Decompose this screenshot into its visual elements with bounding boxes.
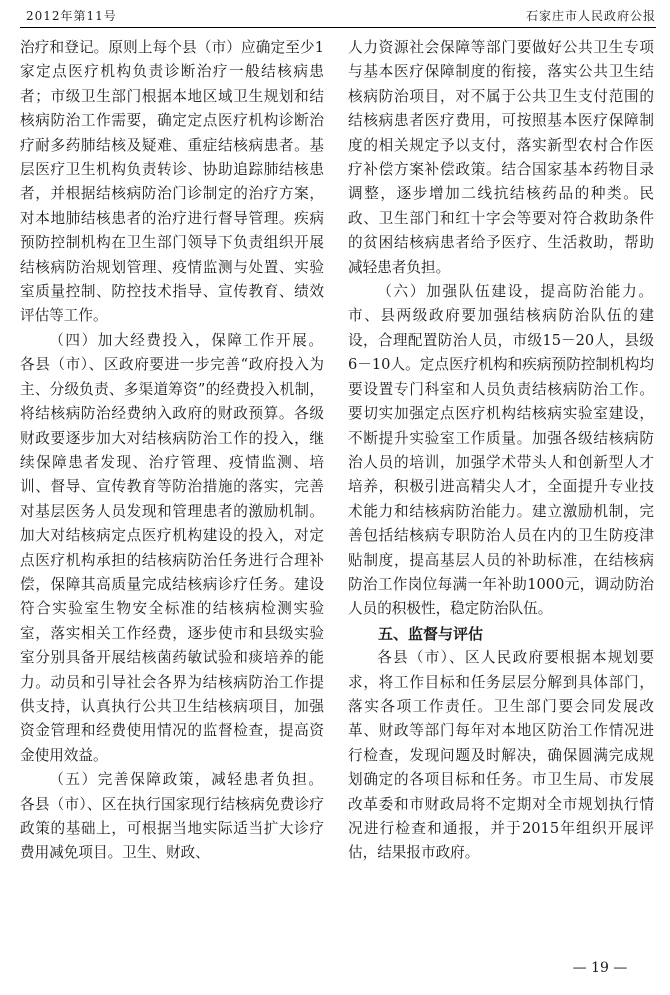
paragraph-body: 各县（市）、区政府要进一步完善“政府投入为主、分级负责、多渠道筹资”的经费投入机制，将结核病防治经费纳入政府的财政预算。各级财政要逐步加大对结核病防治工作的投入，继续保障患者发现、治疗管理、疫情监测、培训、督导、宣传教育等防治措施的落实，完善对基层医务人员发现和管理患者的激励机制。加大对结核病定点医疗机构建设的投入，对定点医疗机构承担的结核病防治任务进行合理补偿，保障其高质量完成结核病诊疗任务。建设符合实验室生物安全标准的结核病检测实验室，落实相关工作经费，逐步使市和县级实验室分别具备开展结核菌药敏试验和痰培养的能力。动员和引导社会各界为结核病防治工作提供支持，认真执行公共卫生结核病项目，加强资金管理和经费使用情况的监督检查，提高资金使用效益。 [20, 356, 324, 764]
subsection-heading: （四）加大经费投入，保障工作开展。 [49, 331, 324, 349]
issue-label: 2012年第11号 [26, 9, 117, 23]
page-header [26, 6, 656, 26]
paragraph [348, 280, 654, 622]
section-heading: 五、监督与评估 [378, 624, 484, 643]
paragraph [20, 768, 324, 866]
publication-title: 石家庄市人民政府公报 [525, 9, 656, 23]
header-rule [20, 27, 656, 28]
paragraph-body: 市、县两级政府要加强结核病防治队伍的建设，合理配置防治人员，市级15－20人，县级6－10人。定点医疗机构和疾病预防控制机构均要设置专门科室和人员负责结核病防治工作。要切实加强定点医疗机构结核病实验室建设，不断提升实验室工作质量。加强各级结核病防治人员的培训，加强学术带头人和创新型人才培养，积极引进高精尖人才，全面提升专业技术能力和结核病防治能力。建立激励机制，完善包括结核病专职防治人员在内的卫生防疫津贴制度，提高基层人员的补助标准，在结核病防治工作岗位每满一年补助1000元，调动防治人员的积极性，稳定防治队伍。 [348, 307, 654, 618]
paragraph: 人力资源社会保障等部门要做好公共卫生专项与基本医疗保障制度的衔接，落实公共卫生结核病防治项目，对不属于公共卫生支付范围的结核病患者医疗费用，可按照基本医疗保障制度的相关规定予以支付，落实新型农村合作医疗补偿方案补偿政策。结合国家基本药物目录调整，逐步增加二线抗结核药品的种类。民政、卫生部门和红十字会等要对符合救助条件的贫困结核病患者给予医疗、生活救助，帮助减轻患者负担。 [348, 39, 654, 276]
left-column [20, 36, 324, 866]
paragraph: 治疗和登记。原则上每个县（市）应确定至少1家定点医疗机构负责诊断治疗一般结核病患者；市级卫生部门根据本地区域卫生规划和结核病防治工作需要，确定定点医疗机构诊断治疗耐多药肺结核及疑难、重症结核病患者。基层医疗卫生机构负责转诊、协助追踪肺结核患者，并根据结核病防治门诊制定的治疗方案，对本地肺结核患者的治疗进行督导管理。疾病预防控制机构在卫生部门领导下负责组织开展结核病防治规划管理、疫情监测与处置、实验室质量控制、防控技术指导、宣传教育、绩效评估等工作。 [20, 39, 324, 325]
paragraph: 各县（市）、区人民政府要根据本规划要求，将工作目标和任务层层分解到具体部门，落实各项工作责任。卫生部门要会同发展改革、财政等部门每年对本地区防治工作情况进行检查，发现问题及时解决，确保圆满完成规划确定的各项目标和任务。市卫生局、市发展改革委和市财政局将不定期对全市规划执行情况进行检查和通报，并于2015年组织开展评估，结果报市政府。 [348, 649, 654, 862]
paragraph [20, 329, 324, 768]
subsection-heading: （六）加强队伍建设，提高防治能力。 [377, 283, 654, 301]
right-column [348, 36, 654, 866]
paragraph-body: 各县（市）、区在执行国家现行结核病免费诊疗政策的基础上，可根据当地实际适当扩大诊疗费用减免项目。卫生、财政、 [20, 795, 324, 862]
page-number: — 19 — [572, 960, 628, 976]
subsection-heading: （五）完善保障政策，减轻患者负担。 [49, 771, 324, 789]
